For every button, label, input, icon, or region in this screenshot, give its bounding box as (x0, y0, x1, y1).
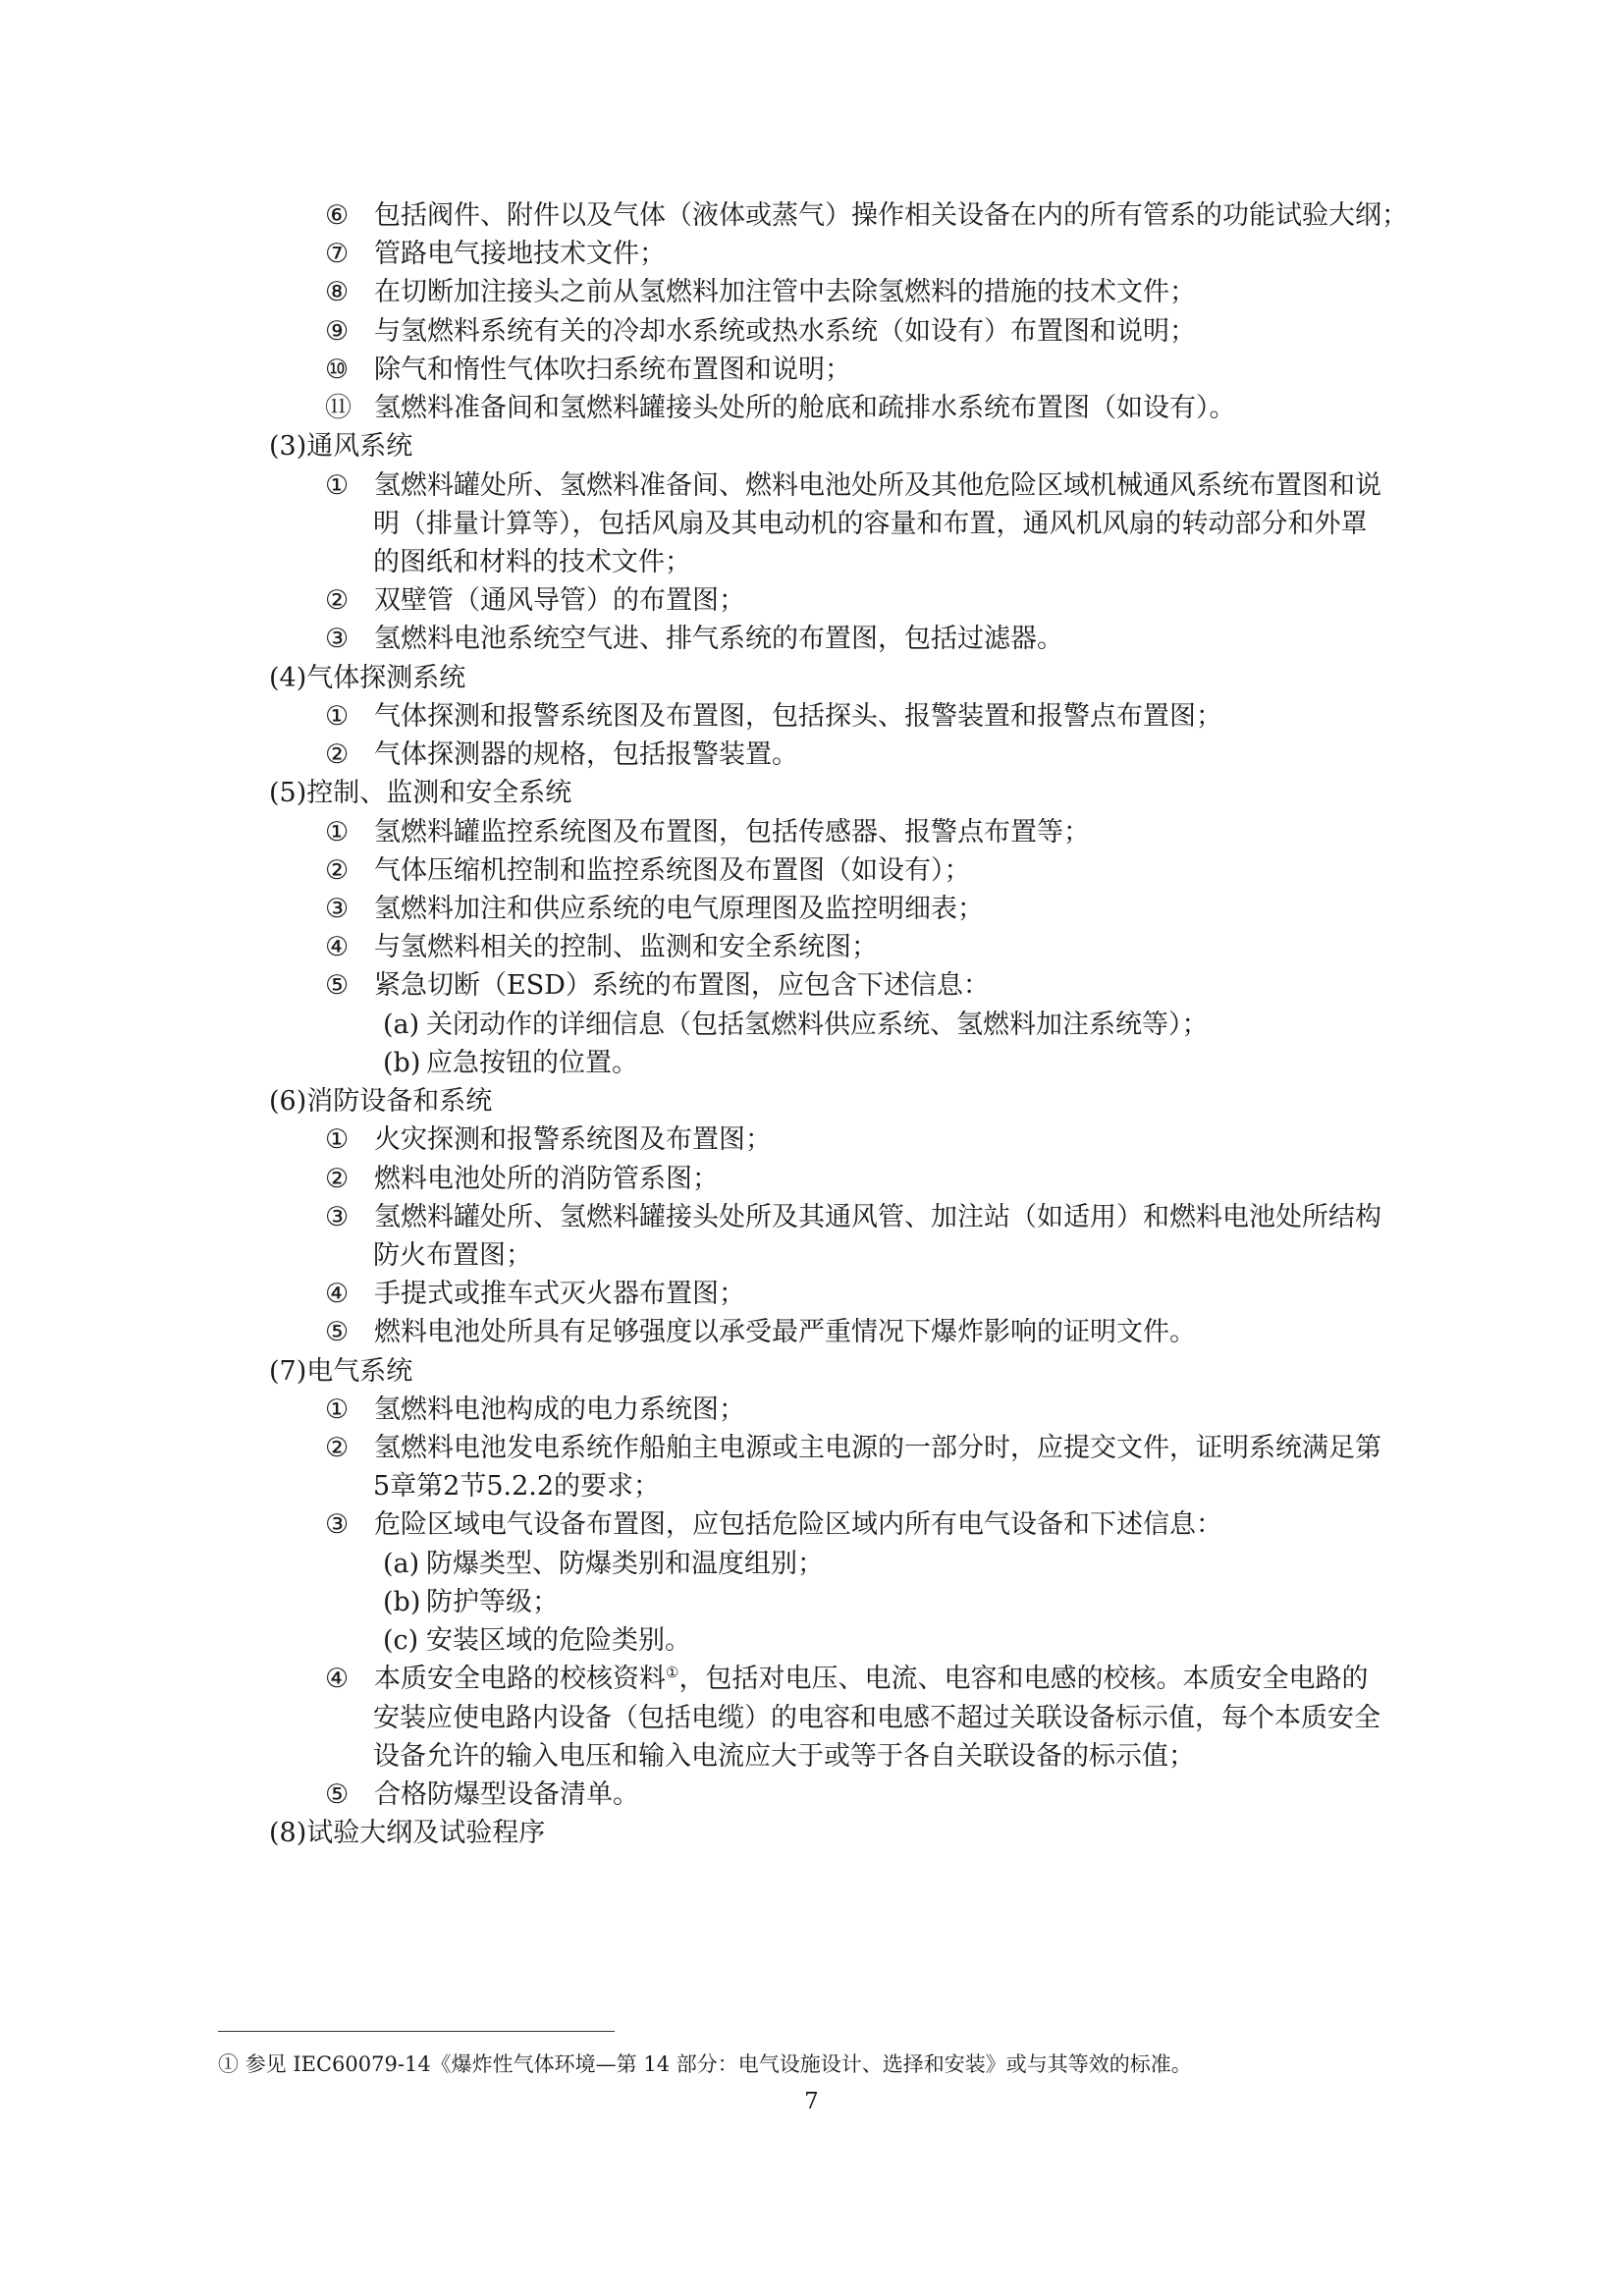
sub-item-text: 安装区域的危险类别。 (426, 1625, 691, 1657)
sub-item-text: 防护等级； (426, 1586, 559, 1617)
item-text: 氢燃料罐处所、氢燃料罐接头处所及其通风管、加注站（如适用）和燃料电池处所结构 (374, 1201, 1381, 1232)
list-item (325, 273, 1196, 312)
section-heading: (3)通风系统 (269, 431, 413, 463)
item-text: 氢燃料罐监控系统图及布置图，包括传感器、报警点布置等； (374, 816, 1090, 847)
item-continuation: 明（排量计算等），包括风扇及其电动机的容量和布置，通风机风扇的转动部分和外罩 (373, 508, 1368, 539)
item-marker: ② (325, 1433, 350, 1464)
item-text: 合格防爆型设备清单。 (374, 1779, 639, 1811)
sub-item-marker: (c) (383, 1625, 419, 1657)
footnote (218, 2050, 1192, 2079)
item-continuation: 的图纸和材料的技术文件； (373, 546, 691, 577)
item-marker: ② (325, 585, 350, 617)
item-text: 本质安全电路的校核资料 (374, 1664, 666, 1695)
item-text: 双壁管（通风导管）的布置图； (374, 585, 745, 617)
item-marker: ③ (325, 1201, 350, 1232)
list-item (325, 1198, 1381, 1237)
item-text: 燃料电池处所的消防管系图； (374, 1163, 719, 1194)
item-marker: ② (325, 739, 350, 771)
list-item (325, 1121, 772, 1160)
sub-item (383, 1621, 691, 1661)
sub-item-marker: (a) (383, 1009, 420, 1040)
item-text: 氢燃料电池发电系统作船舶主电源或主电源的一部分时，应提交文件，证明系统满足第 (374, 1433, 1381, 1464)
sub-item-marker: (a) (383, 1548, 420, 1579)
page-number: 7 (804, 2089, 819, 2114)
item-continuation: 防火布置图； (373, 1239, 532, 1271)
item-marker: ⑪ (325, 393, 352, 424)
list-item (325, 389, 1236, 428)
list-item (325, 351, 851, 390)
item-marker: ① (325, 816, 350, 847)
list-item (325, 1660, 1368, 1699)
item-marker: ③ (325, 1509, 350, 1541)
item-text: 气体探测器的规格，包括报警装置。 (374, 739, 798, 771)
list-item (325, 1313, 1196, 1352)
list-item (325, 813, 1090, 852)
item-text: 氢燃料电池系统空气进、排气系统的布置图，包括过滤器。 (374, 624, 1063, 655)
section-heading: (7)电气系统 (269, 1355, 413, 1387)
list-item (325, 1391, 745, 1430)
list-item (325, 235, 666, 274)
list-item (325, 1275, 745, 1314)
item-text: 氢燃料准备间和氢燃料罐接头处所的舱底和疏排水系统布置图（如设有）。 (374, 393, 1236, 424)
sub-item-marker: (b) (383, 1047, 421, 1078)
item-marker: ① (325, 469, 350, 501)
item-marker: ④ (325, 1664, 350, 1695)
list-item (325, 697, 1222, 737)
sub-item-text: 关闭动作的详细信息（包括氢燃料供应系统、氢燃料加注系统等）； (426, 1009, 1209, 1040)
item-marker: ⑤ (325, 1779, 350, 1811)
item-marker: ① (325, 700, 350, 732)
item-continuation: 安装应使电路内设备（包括电缆）的电容和电感不超过关联设备标示值，每个本质安全 (373, 1702, 1380, 1733)
item-marker: ⑦ (325, 239, 350, 270)
footnote-marker: ① (218, 2052, 239, 2076)
item-text: 气体探测和报警系统图及布置图，包括探头、报警装置和报警点布置图； (374, 700, 1222, 732)
item-marker: ② (325, 854, 350, 886)
item-text: 除气和惰性气体吹扫系统布置图和说明； (374, 354, 851, 385)
item-marker: ③ (325, 624, 350, 655)
list-item (325, 1429, 1381, 1468)
item-text: 与氢燃料系统有关的冷却水系统或热水系统（如设有）布置图和说明； (374, 315, 1196, 347)
list-item (325, 890, 984, 929)
item-text: 包括阀件、附件以及气体（液体或蒸气）操作相关设备在内的所有管系的功能试验大纲； (374, 200, 1408, 231)
item-marker: ⑧ (325, 277, 350, 308)
item-text: 管路电气接地技术文件； (374, 239, 666, 270)
list-item (325, 620, 1063, 659)
item-text: 手提式或推车式灭火器布置图； (374, 1279, 745, 1310)
list-item (325, 851, 971, 891)
item-text: 在切断加注接头之前从氢燃料加注管中去除氢燃料的措施的技术文件； (374, 277, 1196, 308)
sub-item (383, 1006, 1209, 1045)
item-text: 火灾探测和报警系统图及布置图； (374, 1124, 772, 1156)
item-marker: ① (325, 1394, 350, 1425)
item-text-continued: ，包括对电压、电流、电容和电感的校核。本质安全电路的 (678, 1664, 1369, 1695)
list-item (325, 966, 990, 1006)
item-text: 氢燃料罐处所、氢燃料准备间、燃料电池处所及其他危险区域机械通风系统布置图和说 (374, 469, 1381, 501)
section-heading: (4)气体探测系统 (269, 662, 466, 693)
item-continuation: 5章第2节5.2.2的要求； (373, 1471, 661, 1503)
item-marker: ④ (325, 1279, 350, 1310)
item-text: 紧急切断（ESD）系统的布置图，应包含下述信息： (374, 970, 990, 1002)
item-marker: ③ (325, 893, 350, 924)
item-text: 气体压缩机控制和监控系统图及布置图（如设有）； (374, 854, 971, 886)
sub-item-text: 防爆类型、防爆类别和温度组别； (426, 1548, 824, 1579)
list-item (325, 736, 798, 775)
section-heading: (6)消防设备和系统 (269, 1086, 493, 1118)
item-marker: ④ (325, 932, 350, 963)
list-item (325, 1505, 1222, 1545)
item-marker: ① (325, 1124, 350, 1156)
list-item (325, 466, 1381, 506)
item-text: 氢燃料加注和供应系统的电气原理图及监控明细表； (374, 893, 984, 924)
list-item (325, 1160, 719, 1199)
list-item (325, 581, 745, 621)
item-text: 氢燃料电池构成的电力系统图； (374, 1394, 745, 1425)
item-marker: ⑥ (325, 200, 350, 231)
footnote-divider (218, 2031, 615, 2032)
sub-item-marker: (b) (383, 1586, 421, 1617)
item-marker: ⑤ (325, 1317, 350, 1348)
list-item (325, 196, 1408, 236)
item-continuation: 设备允许的输入电压和输入电流应大于或等于各自关联设备的标示值； (373, 1740, 1195, 1772)
item-text: 燃料电池处所具有足够强度以承受最严重情况下爆炸影响的证明文件。 (374, 1317, 1196, 1348)
section-heading: (8)试验大纲及试验程序 (269, 1818, 546, 1849)
list-item (325, 312, 1196, 352)
item-text: 危险区域电气设备布置图，应包括危险区域内所有电气设备和下述信息： (374, 1509, 1222, 1541)
section-heading: (5)控制、监测和安全系统 (269, 778, 572, 809)
item-marker: ⑩ (325, 354, 350, 385)
footnote-text: 参见 IEC60079-14《爆炸性气体环境—第 14 部分：电气设施设计、选择和安装》或与其等效的标准。 (244, 2052, 1192, 2076)
list-item (325, 1776, 639, 1815)
sub-item (383, 1044, 638, 1083)
sub-item (383, 1583, 559, 1622)
sub-item (383, 1545, 824, 1584)
sub-item-text: 应急按钮的位置。 (426, 1047, 638, 1078)
item-marker: ⑤ (325, 970, 350, 1002)
item-marker: ② (325, 1163, 350, 1194)
list-item (325, 928, 878, 967)
footnote-reference[interactable]: ① (666, 1664, 679, 1682)
item-marker: ⑨ (325, 315, 350, 347)
item-text: 与氢燃料相关的控制、监测和安全系统图； (374, 932, 878, 963)
